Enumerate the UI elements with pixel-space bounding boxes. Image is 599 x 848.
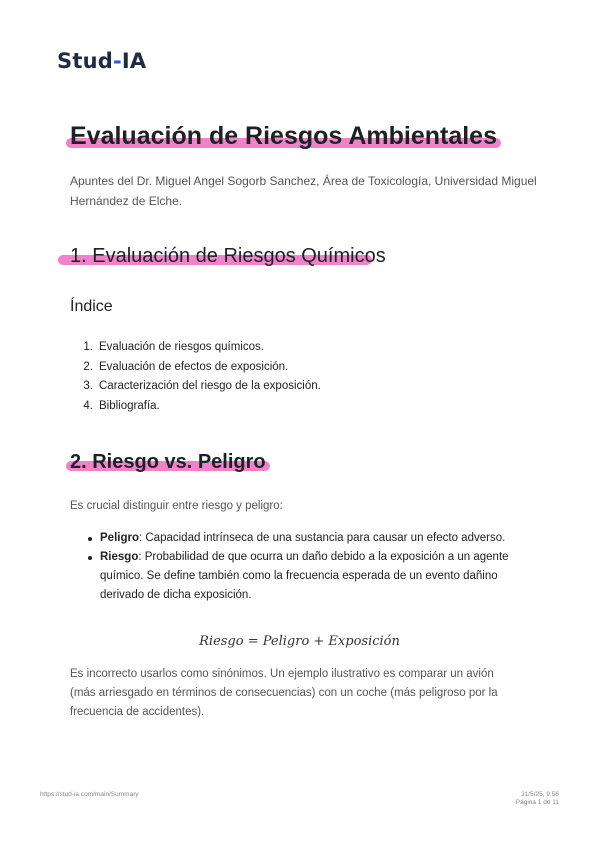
definition-text: : Probabilidad de que ocurra un daño debido a la exposición a un agente químico. Se define también como la frecuencia esperada de un evento dañino derivado de dicha exposición.: [100, 551, 509, 601]
list-item: [70, 377, 321, 397]
list-item-number: 4.: [83, 399, 93, 412]
list-item: [70, 548, 520, 605]
list-item: [70, 338, 321, 358]
section-2-heading: [70, 451, 266, 474]
definition-term: Riesgo: [100, 551, 139, 563]
footer-url: https://stud-ia.com/main/Summary: [40, 791, 139, 798]
list-item: [70, 397, 321, 417]
brand-name-left: Stud: [57, 49, 113, 73]
brand-name-dash: -: [112, 49, 122, 73]
footer-datetime: 31/5/25, 9:56: [521, 791, 559, 798]
section-1-heading: [70, 245, 386, 268]
index-title: Índice: [70, 298, 113, 315]
list-item: [70, 529, 520, 548]
list-item-text: Evaluación de riesgos químicos.: [99, 341, 264, 353]
definition-term: Peligro: [100, 532, 139, 544]
list-item-number: 1.: [83, 341, 93, 353]
definition-text: : Capacidad intrínseca de una sustancia para causar un efecto adverso.: [138, 532, 506, 544]
list-item-number: 3.: [83, 380, 93, 392]
definitions-list: [70, 529, 520, 605]
section-2-closing: Es incorrecto usarlos como sinónimos. Un ejemplo ilustrativo es comparar un avión (más arriesgado en términos de consecuencias) con un coche (más peligroso por la frecuencia de accidentes).: [70, 668, 498, 718]
section-2-heading-highlight: 2. Riesgo vs. Peligro: [70, 451, 266, 473]
list-item-text: Caracterización del riesgo de la exposición.: [99, 380, 321, 392]
brand-name-right: IA: [121, 49, 147, 73]
page-title-highlight: Evaluación de Riesgos Ambientales: [70, 122, 497, 150]
brand-logo: [57, 49, 146, 73]
risk-formula: Riesgo = Peligro + Exposición: [199, 634, 400, 649]
list-item-text: Bibliografía.: [99, 399, 160, 412]
intro-paragraph: Apuntes del Dr. Miguel Angel Sogorb Sanchez, Área de Toxicología, Universidad Miguel Hernández de Elche.: [70, 174, 537, 208]
list-item: [70, 358, 321, 378]
list-item-number: 2.: [83, 360, 93, 373]
section-1-heading-rest: s: [375, 245, 386, 267]
index-list: [70, 338, 321, 416]
section-2-lead: Es crucial distinguir entre riesgo y peligro:: [70, 500, 283, 512]
footer-meta: [516, 791, 559, 807]
page-title: [70, 122, 497, 151]
list-item-text: Evaluación de efectos de exposición.: [99, 360, 289, 373]
footer-page-number: Página 1 de 11: [515, 799, 559, 806]
section-1-heading-highlight: 1. Evaluación de Riesgos Químico: [70, 245, 376, 267]
